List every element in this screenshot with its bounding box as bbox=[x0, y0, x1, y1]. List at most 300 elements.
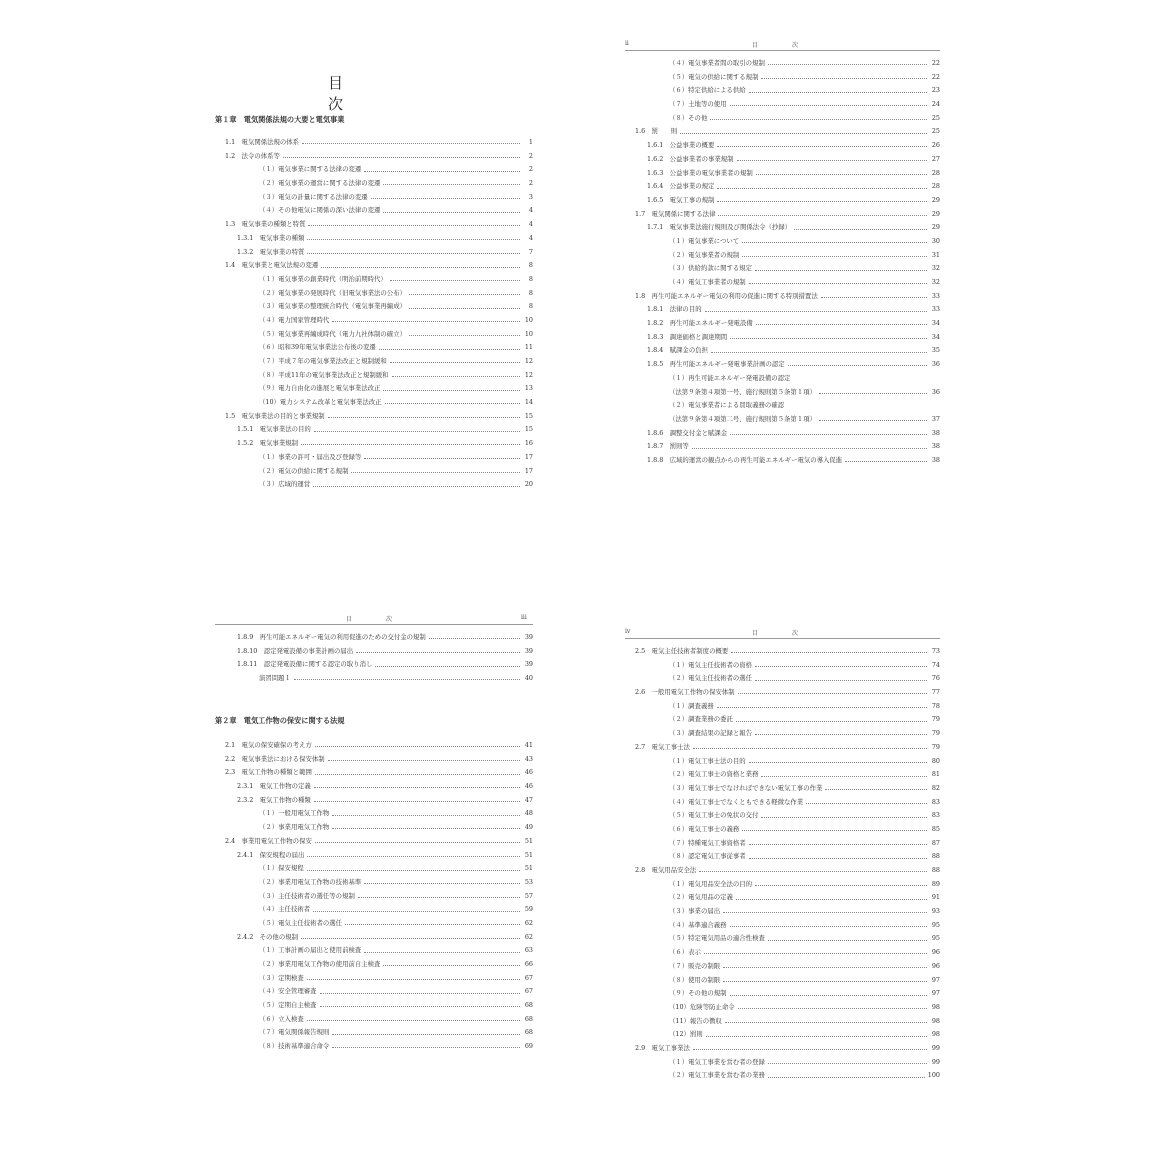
toc-leader-dots bbox=[315, 774, 520, 775]
toc-leader-dots bbox=[307, 253, 520, 254]
toc-leader-dots bbox=[321, 267, 520, 268]
toc-list bbox=[215, 136, 533, 492]
toc-page-number: 36 bbox=[931, 387, 940, 396]
toc-page-number: 12 bbox=[524, 370, 533, 379]
toc-entry bbox=[625, 659, 940, 673]
toc-entry-title: （１）一般用電気工作物 bbox=[259, 809, 330, 818]
toc-page-number: 17 bbox=[524, 452, 533, 461]
toc-page-number: 73 bbox=[931, 647, 940, 655]
toc-entry bbox=[625, 208, 940, 222]
toc-entry bbox=[625, 987, 940, 1001]
page-number-mark: iv bbox=[625, 628, 631, 635]
toc-entry-title: 1.2 法令の体系等 bbox=[225, 151, 280, 160]
toc-leader-dots bbox=[328, 760, 520, 761]
toc-leader-dots bbox=[738, 1008, 927, 1009]
toc-entry bbox=[625, 112, 940, 126]
toc-entry-title: （２）事業用電気工作物の使用前自主検査 bbox=[259, 960, 381, 968]
toc-entry-title: （５）電気工事士の免状の交付 bbox=[669, 811, 759, 820]
toc-leader-dots bbox=[307, 856, 520, 857]
toc-entry-title: 1.3 電気事業の種類と特質 bbox=[225, 220, 306, 229]
toc-entry bbox=[625, 153, 940, 167]
toc-entry bbox=[215, 1013, 533, 1027]
toc-page-number: 38 bbox=[931, 442, 940, 451]
toc-entry bbox=[215, 631, 533, 645]
toc-leader-dots bbox=[756, 324, 927, 325]
toc-entry bbox=[215, 739, 533, 753]
toc-entry bbox=[625, 125, 940, 139]
toc-page-number: 89 bbox=[931, 879, 940, 888]
toc-entry bbox=[215, 341, 533, 355]
toc-leader-dots bbox=[383, 184, 520, 185]
toc-entry-title: （１）工事計画の届出と使用前検査 bbox=[259, 946, 362, 955]
toc-entry-title: （８）平成11年の電気事業法改正と規制緩和 bbox=[259, 370, 389, 379]
toc-entry bbox=[625, 686, 940, 700]
toc-page-number: 57 bbox=[524, 891, 533, 900]
toc-entry-title: （６）立入検査 bbox=[259, 1014, 304, 1023]
toc-entry-title: （５）定期自主検査 bbox=[259, 1001, 317, 1010]
toc-entry-title: （２）電気工事業を営む者の業務 bbox=[669, 1071, 765, 1080]
toc-entry-title: （２）電気事業者の規制 bbox=[669, 250, 740, 259]
toc-entry bbox=[215, 218, 533, 232]
toc-entry bbox=[625, 372, 940, 386]
toc-leader-dots bbox=[693, 748, 927, 749]
toc-leader-dots bbox=[806, 803, 927, 804]
page-number-mark: iii bbox=[521, 614, 527, 621]
toc-entry bbox=[625, 891, 940, 905]
toc-entry bbox=[625, 276, 940, 290]
toc-page-number: 49 bbox=[524, 823, 533, 832]
toc-leader-dots bbox=[692, 448, 927, 449]
toc-entry-title: 1.6.5 電気工事の規制 bbox=[647, 195, 715, 204]
toc-page-number: 88 bbox=[931, 852, 940, 861]
toc-entry bbox=[625, 386, 940, 400]
toc-entry bbox=[215, 287, 533, 301]
toc-entry-title: （４）その他電気に関係の深い法律の変遷 bbox=[259, 206, 381, 215]
toc-page-number: 67 bbox=[524, 973, 533, 982]
toc-entry-title: （６）昭和39年電気事業法公布後の変遷 bbox=[259, 343, 376, 352]
toc-leader-dots bbox=[730, 995, 927, 996]
toc-page-number: 37 bbox=[931, 414, 940, 423]
toc-entry bbox=[215, 369, 533, 383]
toc-entry bbox=[625, 249, 940, 263]
toc-page-number: 31 bbox=[931, 250, 940, 259]
toc-entry-title: （10）危険等防止命令 bbox=[669, 1002, 735, 1011]
toc-leader-dots bbox=[301, 938, 520, 939]
running-header: 目 次 bbox=[752, 630, 813, 637]
toc-leader-dots bbox=[390, 280, 520, 281]
toc-page-number: 62 bbox=[524, 932, 533, 941]
toc-leader-dots bbox=[371, 198, 520, 199]
toc-entry-title: （９）電力自由化の進展と電気事業法改正 bbox=[259, 384, 381, 393]
toc-entry bbox=[215, 451, 533, 465]
toc-leader-dots bbox=[385, 403, 520, 404]
toc-entry-title: （３）事業の届出 bbox=[669, 907, 721, 916]
toc-leader-dots bbox=[718, 215, 927, 216]
toc-page-number: 96 bbox=[931, 961, 940, 970]
toc-entry bbox=[625, 290, 940, 304]
toc-entry-title: 1.8.10 認定発電設備の事業計画の届出 bbox=[237, 646, 354, 655]
toc-entry-title: 1.8.8 広域的運営の観点からの再生可能エネルギー電気の導入促進 bbox=[647, 455, 843, 464]
toc-leader-dots bbox=[821, 297, 927, 298]
toc-leader-dots bbox=[749, 92, 927, 93]
toc-page-number: 36 bbox=[931, 360, 940, 369]
toc-page-number: 33 bbox=[931, 291, 940, 300]
toc-leader-dots bbox=[731, 652, 927, 653]
toc-entry-title: （２）電気事業の発展時代（旧電気事業法の公布） bbox=[259, 288, 406, 297]
toc-entry-title: 1.3.2 電気事業の特質 bbox=[237, 247, 305, 256]
toc-page-number: 98 bbox=[931, 1016, 940, 1025]
toc-leader-dots bbox=[313, 911, 520, 912]
toc-entry-title: （４）電気工事士でなくともできる軽微な作業 bbox=[669, 797, 804, 806]
toc-entry bbox=[625, 905, 940, 919]
toc-entry-title: （２）事業用電気工作物の技術基準 bbox=[259, 877, 362, 886]
toc-entry bbox=[625, 946, 940, 960]
toc-entry bbox=[215, 917, 533, 931]
toc-entry bbox=[625, 413, 940, 427]
toc-leader-dots bbox=[749, 844, 927, 845]
toc-leader-dots bbox=[725, 1022, 927, 1023]
toc-entry-title: （１）電気用品安全法の目的 bbox=[669, 879, 753, 888]
toc-entry bbox=[215, 821, 533, 835]
toc-page-number: 29 bbox=[931, 223, 940, 232]
toc-page-number: 47 bbox=[524, 795, 533, 804]
header-rule bbox=[625, 50, 940, 51]
toc-entry bbox=[625, 358, 940, 372]
toc-page-number: 17 bbox=[524, 466, 533, 475]
toc-entry-title: （２）電気事業の運営に関する法律の変遷 bbox=[259, 179, 381, 188]
toc-page-number: 22 bbox=[931, 59, 940, 67]
toc-leader-dots bbox=[320, 1006, 520, 1007]
toc-page-number: 93 bbox=[931, 907, 940, 916]
toc-entry-title: 1.8.11 認定発電設備に関する認定の取り消し bbox=[237, 660, 373, 669]
toc-page-number: 80 bbox=[931, 756, 940, 765]
toc-leader-dots bbox=[717, 707, 927, 708]
toc-page-number: 2 bbox=[528, 165, 533, 174]
toc-leader-dots bbox=[364, 171, 520, 172]
toc-page-number: 29 bbox=[931, 209, 940, 218]
toc-leader-dots bbox=[332, 1047, 520, 1048]
toc-leader-dots bbox=[332, 321, 520, 322]
toc-entry-title: （法第９条第４項第一号、施行規則第５条第１項） bbox=[669, 387, 816, 396]
toc-entry-title: 1.8.5 再生可能エネルギー発電事業計画の認定 bbox=[647, 360, 785, 369]
toc-entry-title: 1.8.2 再生可能エネルギー発電設備 bbox=[647, 319, 753, 328]
toc-leader-dots bbox=[717, 146, 927, 147]
toc-page-number: 51 bbox=[524, 836, 533, 845]
toc-entry-title: 演習問題１ bbox=[259, 674, 291, 683]
toc-leader-dots bbox=[302, 143, 520, 144]
toc-entry-title: （３）電気の計量に関する法律の変遷 bbox=[259, 192, 368, 201]
toc-entry bbox=[215, 437, 533, 451]
toc-entry bbox=[215, 163, 533, 177]
toc-entry bbox=[625, 399, 940, 413]
toc-entry bbox=[215, 177, 533, 191]
toc-entry-title: （１）再生可能エネルギー発電設備の認定 bbox=[669, 373, 791, 382]
toc-entry bbox=[625, 672, 940, 686]
toc-entry bbox=[625, 713, 940, 727]
toc-leader-dots bbox=[351, 472, 520, 473]
toc-page-number: 25 bbox=[931, 113, 940, 122]
toc-entry bbox=[625, 974, 940, 988]
toc-entry-title: （７）平成７年の電気事業法改正と規制緩和 bbox=[259, 357, 387, 365]
toc-entry-title: 1.8 再生可能エネルギー電気の利用の促進に関する特別措置法 bbox=[635, 291, 818, 300]
toc-page-number: 77 bbox=[931, 688, 940, 697]
toc-page-number: 63 bbox=[524, 946, 533, 955]
toc-entry-title: （３）定期検査 bbox=[259, 973, 304, 982]
toc-page-number: 99 bbox=[931, 1043, 940, 1052]
toc-leader-dots bbox=[307, 979, 520, 980]
toc-entry-title: （７）土地等の使用 bbox=[669, 100, 727, 109]
toc-leader-dots bbox=[717, 188, 927, 189]
toc-entry bbox=[215, 1026, 533, 1040]
toc-entry bbox=[625, 878, 940, 892]
toc-list bbox=[625, 57, 940, 468]
toc-entry bbox=[215, 328, 533, 342]
toc-entry bbox=[625, 919, 940, 933]
toc-page-number: 43 bbox=[524, 754, 533, 763]
header-rule bbox=[625, 638, 940, 639]
toc-leader-dots bbox=[730, 338, 927, 339]
toc-leader-dots bbox=[723, 967, 927, 968]
toc-page-number: 10 bbox=[524, 315, 533, 324]
toc-entry bbox=[625, 960, 940, 974]
toc-entry bbox=[625, 440, 940, 454]
toc-page-number: 59 bbox=[524, 905, 533, 914]
toc-entry-title: 1.5.2 電気事業規制 bbox=[237, 439, 298, 448]
toc-page-number: 28 bbox=[931, 182, 940, 191]
toc-entry bbox=[215, 150, 533, 164]
toc-entry-title: （６）表示 bbox=[669, 948, 701, 957]
toc-entry bbox=[625, 139, 940, 153]
toc-entry-title: 1.5.1 電気事業法の目的 bbox=[237, 425, 311, 434]
toc-page-number: 97 bbox=[931, 989, 940, 998]
running-header: 目 次 bbox=[346, 616, 407, 623]
toc-page-number: 48 bbox=[524, 809, 533, 818]
toc-leader-dots bbox=[680, 133, 927, 134]
toc-entry-title: （４）電気工事業者の規制 bbox=[669, 278, 746, 286]
toc-page-number: 46 bbox=[524, 782, 533, 791]
toc-page-number: 4 bbox=[528, 206, 533, 215]
toc-entry-title: 2.4 事業用電気工作物の保安 bbox=[225, 836, 312, 845]
toc-page-number: 14 bbox=[524, 398, 533, 407]
toc-page-number: 10 bbox=[524, 329, 533, 338]
toc-leader-dots bbox=[819, 420, 927, 421]
toc-entry bbox=[625, 221, 940, 235]
toc-leader-dots bbox=[364, 458, 520, 459]
toc-entry bbox=[625, 782, 940, 796]
toc-entry-title: （７）電気関係報告規則 bbox=[259, 1028, 330, 1037]
toc-page-number: 34 bbox=[931, 332, 940, 341]
toc-entry bbox=[215, 672, 533, 686]
toc-entry-title: （２）調査業務の委託 bbox=[669, 715, 733, 724]
toc-entry-title: （２）電気工事士の資格と業務 bbox=[669, 770, 759, 779]
toc-entry-title: 2.7 電気工事士法 bbox=[635, 742, 690, 751]
toc-page-number: 2 bbox=[528, 151, 533, 160]
toc-page-number: 27 bbox=[931, 154, 940, 163]
toc-entry-title: 1.8.1 法律の目的 bbox=[647, 305, 702, 314]
toc-page-number: 74 bbox=[931, 660, 940, 669]
toc-entry bbox=[215, 944, 533, 958]
toc-entry bbox=[215, 780, 533, 794]
toc-entry bbox=[215, 396, 533, 410]
toc-leader-dots bbox=[742, 830, 927, 831]
toc-entry-title: （２）電気事業者による買取義務の確認 bbox=[669, 401, 785, 410]
toc-entry-title: （８）技術基準適合命令 bbox=[259, 1042, 330, 1051]
toc-leader-dots bbox=[794, 229, 927, 230]
toc-entry bbox=[215, 465, 533, 479]
toc-entry-title: （12）罰則 bbox=[669, 1030, 703, 1039]
toc-page-number: 88 bbox=[931, 866, 940, 874]
toc-entry-title: 2.3.2 電気工作物の種類 bbox=[237, 795, 311, 804]
toc-page-number: 97 bbox=[931, 975, 940, 984]
toc-page-number: 62 bbox=[524, 918, 533, 927]
toc-entry bbox=[625, 1042, 940, 1056]
toc-leader-dots bbox=[749, 762, 927, 763]
toc-entry bbox=[215, 958, 533, 972]
toc-page-number: 41 bbox=[524, 741, 533, 749]
toc-leader-dots bbox=[364, 952, 520, 953]
toc-page-number: 79 bbox=[931, 742, 940, 751]
toc-entry bbox=[625, 98, 940, 112]
toc-leader-dots bbox=[845, 461, 927, 462]
toc-entry-title: （８）その他 bbox=[669, 113, 708, 122]
toc-page-number: 46 bbox=[524, 768, 533, 777]
toc-entry bbox=[215, 645, 533, 659]
toc-leader-dots bbox=[307, 1020, 520, 1021]
toc-entry bbox=[625, 796, 940, 810]
toc-page-number: 26 bbox=[931, 141, 940, 150]
toc-entry-title: 1.7 電気関係に関する法律 bbox=[635, 209, 716, 218]
toc-entry-title: （４）安全管理審査 bbox=[259, 987, 317, 996]
toc-entry bbox=[625, 1015, 940, 1029]
toc-entry bbox=[625, 932, 940, 946]
toc-entry-title: （５）電気主任技術者の選任 bbox=[259, 918, 343, 927]
toc-page-number: 1 bbox=[528, 138, 533, 146]
toc-entry-title: 1.4 電気事業と電気法規の変遷 bbox=[225, 261, 319, 270]
toc-page-number: 67 bbox=[524, 987, 533, 996]
toc-page-number: 28 bbox=[931, 168, 940, 177]
toc-entry bbox=[215, 478, 533, 492]
toc-leader-dots bbox=[768, 940, 927, 941]
toc-entry-title: 2.2 電気事業法における保安体制 bbox=[225, 754, 325, 763]
toc-entry bbox=[215, 753, 533, 767]
toc-entry-title: （３）供給約款に関する規定 bbox=[669, 264, 753, 273]
toc-leader-dots bbox=[768, 1063, 927, 1064]
toc-page-number: 20 bbox=[524, 480, 533, 489]
toc-leader-dots bbox=[755, 666, 927, 667]
toc-entry bbox=[215, 191, 533, 205]
toc-entry bbox=[625, 262, 940, 276]
toc-leader-dots bbox=[699, 871, 927, 872]
toc-entry-title: （１）調査義務 bbox=[669, 701, 714, 710]
toc-page-number: 24 bbox=[931, 100, 940, 109]
toc-entry bbox=[625, 1028, 940, 1042]
toc-page-number: 33 bbox=[931, 305, 940, 314]
toc-entry-title: （４）電力国家管理時代 bbox=[259, 315, 330, 324]
toc-entry-title: （５）特定電気用品の適合性検査 bbox=[669, 934, 765, 943]
toc-page-number: 68 bbox=[524, 1001, 533, 1010]
toc-leader-dots bbox=[717, 201, 927, 202]
toc-leader-dots bbox=[358, 897, 520, 898]
toc-page-number: 11 bbox=[524, 343, 533, 352]
toc-entry-title: （９）その他の規制 bbox=[669, 989, 727, 998]
toc-entry bbox=[215, 890, 533, 904]
toc-entry bbox=[625, 809, 940, 823]
toc-entry bbox=[215, 835, 533, 849]
toc-entry bbox=[625, 768, 940, 782]
toc-leader-dots bbox=[788, 365, 927, 366]
toc-entry-title: （３）電気事業の整理統合時代（電気事業再編成） bbox=[259, 302, 406, 311]
toc-entry-title: （４）基準適合義務 bbox=[669, 920, 727, 929]
toc-page-number: 22 bbox=[931, 72, 940, 81]
toc-entry-title: （６）電気工事士の義務 bbox=[669, 824, 740, 833]
toc-leader-dots bbox=[314, 787, 520, 788]
toc-entry-title: （11）報告の徴収 bbox=[669, 1016, 722, 1025]
toc-leader-dots bbox=[705, 311, 927, 312]
toc-page-number: 15 bbox=[524, 425, 533, 434]
toc-entry bbox=[625, 700, 940, 714]
toc-leader-dots bbox=[356, 652, 520, 653]
toc-leader-dots bbox=[723, 981, 927, 982]
toc-page-number: 100 bbox=[927, 1071, 940, 1080]
toc-leader-dots bbox=[706, 1036, 927, 1037]
toc-entry bbox=[215, 246, 533, 260]
toc-leader-dots bbox=[755, 680, 927, 681]
toc-entry-title: （７）販売の制限 bbox=[669, 961, 721, 970]
toc-page-number: 8 bbox=[528, 261, 533, 270]
toc-entry bbox=[625, 454, 940, 468]
toc-entry bbox=[625, 84, 940, 98]
toc-leader-dots bbox=[307, 239, 520, 240]
toc-leader-dots bbox=[736, 721, 927, 722]
toc-page-number: 30 bbox=[931, 236, 940, 245]
toc-entry bbox=[625, 755, 940, 769]
toc-leader-dots bbox=[736, 899, 927, 900]
toc-entry-title: 1.6.4 公益事業の規定 bbox=[647, 182, 715, 191]
toc-entry-title: 2.1 電気の保安確保の考え方 bbox=[225, 741, 312, 749]
toc-entry-title: 1.8.6 調整交付金と賦課金 bbox=[647, 428, 728, 437]
toc-page-number: 68 bbox=[524, 1014, 533, 1023]
toc-entry bbox=[625, 864, 940, 878]
toc-leader-dots bbox=[730, 926, 927, 927]
toc-entry-title: （５）電気事業再編成時代（電力九社体制の確立） bbox=[259, 329, 406, 338]
toc-entry-title: 1.5 電気事業法の目的と事業規制 bbox=[225, 411, 325, 420]
toc-leader-dots bbox=[749, 858, 927, 859]
toc-page-number: 12 bbox=[524, 357, 533, 365]
toc-leader-dots bbox=[328, 417, 520, 418]
page-number-mark: ii bbox=[625, 40, 629, 47]
toc-leader-dots bbox=[294, 679, 520, 680]
toc-entry bbox=[215, 273, 533, 287]
toc-leader-dots bbox=[723, 912, 927, 913]
toc-leader-dots bbox=[314, 431, 520, 432]
toc-page-number: 69 bbox=[524, 1042, 533, 1051]
toc-entry-title: （３）調査結果の記録と報告 bbox=[669, 729, 753, 738]
toc-entry-title: （１）電気工事業を営む者の登録 bbox=[669, 1057, 765, 1066]
toc-page-number: 8 bbox=[528, 288, 533, 297]
toc-leader-dots bbox=[710, 119, 927, 120]
toc-entry bbox=[625, 303, 940, 317]
toc-page-number: 2 bbox=[528, 179, 533, 188]
toc-page-number: 15 bbox=[524, 411, 533, 420]
toc-entry bbox=[215, 972, 533, 986]
toc-leader-dots bbox=[755, 734, 927, 735]
toc-entry-title: 2.6 一般用電気工作物の保安体制 bbox=[635, 688, 735, 697]
toc-entry-title: （１）電気工事士法の目的 bbox=[669, 756, 746, 765]
toc-entry-title: 2.4.1 保安規程の届出 bbox=[237, 850, 305, 859]
toc-leader-dots bbox=[383, 212, 520, 213]
toc-entry bbox=[625, 180, 940, 194]
toc-entry-title: 1.6 罰 則 bbox=[635, 127, 678, 136]
